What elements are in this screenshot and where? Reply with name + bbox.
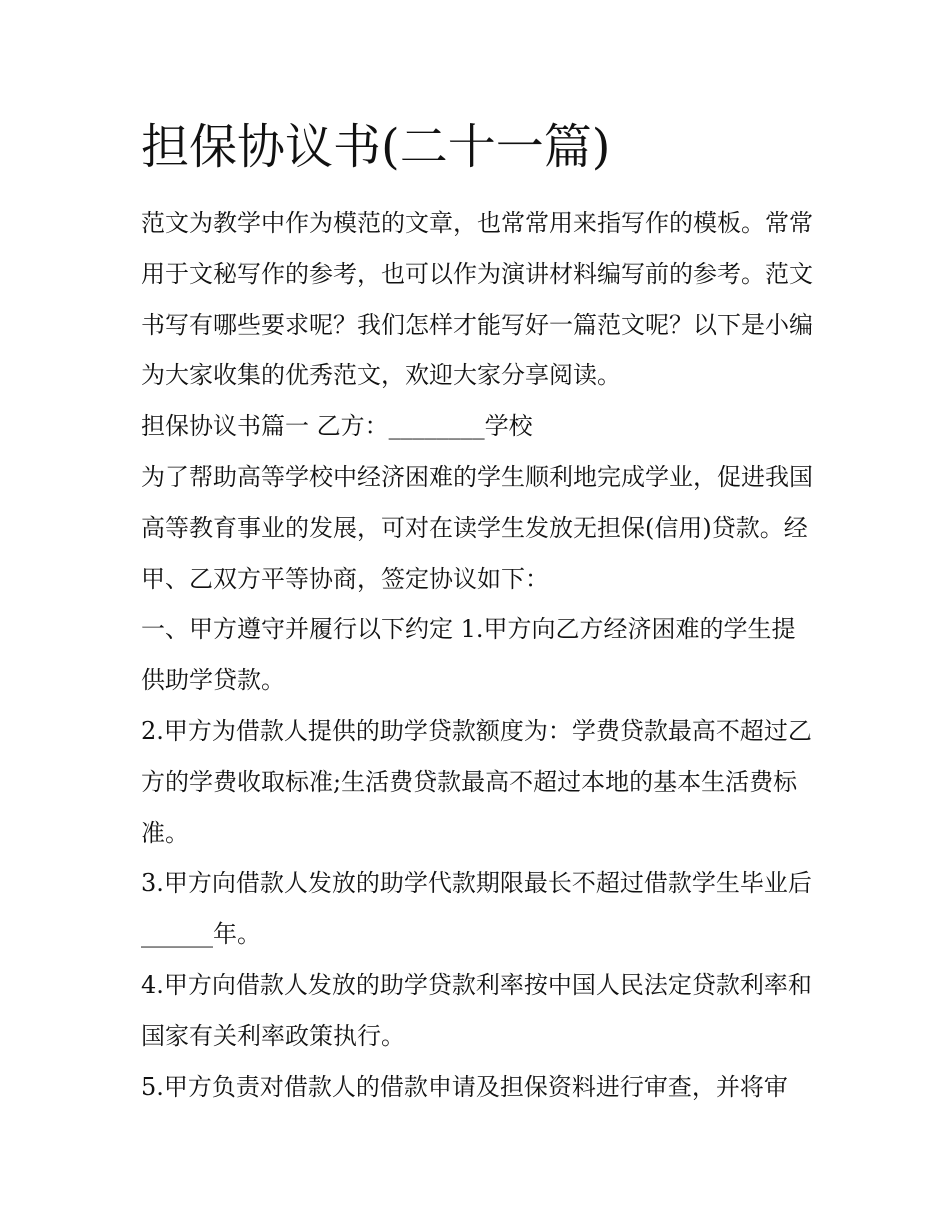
paragraph-clause-1: 一、甲方遵守并履行以下约定 1.甲方向乙方经济困难的学生提供助学贷款。 (141, 615, 796, 695)
paragraph-purpose: 为了帮助高等学校中经济困难的学生顺利地完成学业，促进我国高等教育事业的发展，可对在读学生发放无担保(信用)贷款。经甲、乙双方平等协商，签定协议如下： (141, 462, 813, 593)
paragraph-intro: 范文为教学中作为模范的文章，也常常用来指写作的模板。常常用于文秘写作的参考，也可以作为演讲材料编写前的参考。范文书写有哪些要求呢？我们怎样才能写好一篇范文呢？以下是小编为大家收集的优秀范文，欢迎大家分享阅读。 (141, 209, 813, 390)
document-title: 担保协议书(二十一篇) (141, 119, 611, 175)
paragraph-party-b: 担保协议书篇一 乙方：________学校 (141, 412, 533, 441)
paragraph-clause-5: 5.甲方负责对借款人的借款申请及担保资料进行审查，并将审 (141, 1072, 788, 1101)
document-content (141, 112, 813, 1112)
paragraph-clause-2: 2.甲方为借款人提供的助学贷款额度为：学费贷款最高不超过乙方的学费收取标准;生活费贷款最高不超过本地的基本生活费标准。 (141, 716, 812, 847)
paragraph-clause-3: 3.甲方向借款人发放的助学代款期限最长不超过借款学生毕业后______年。 (141, 869, 812, 949)
paragraph-clause-4: 4.甲方向借款人发放的助学贷款利率按中国人民法定贷款利率和国家有关利率政策执行。 (141, 970, 812, 1050)
